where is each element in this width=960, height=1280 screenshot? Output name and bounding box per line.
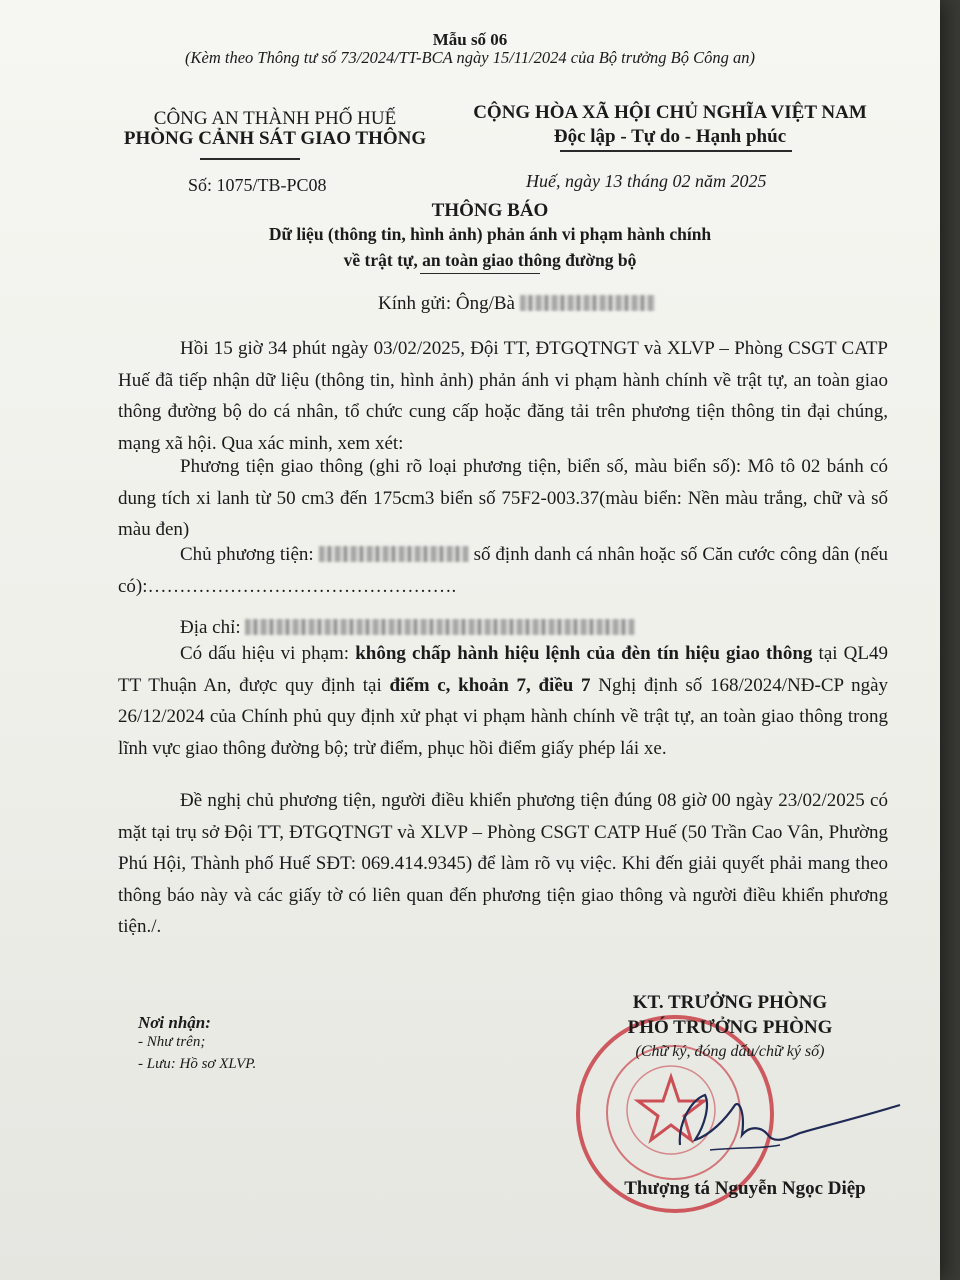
- document-number: Số: 1075/TB-PC08: [188, 175, 327, 195]
- paragraph-owner: [118, 539, 888, 602]
- agency-parent: CÔNG AN THÀNH PHỐ HUẾ: [153, 108, 397, 129]
- agency-underline: [200, 158, 300, 160]
- violation-article: điểm c, khoản 7, điều 7: [389, 674, 591, 696]
- owner-id-text: số định danh cá nhân hoặc số Căn cước công dân (nếu có):………………………………………….: [118, 544, 889, 597]
- greeting-label: Kính gửi: Ông/Bà: [378, 293, 515, 314]
- attached-circular: (Kèm theo Thông tư số 73/2024/TT-BCA ngày 15/11/2024 của Bộ trưởng Bộ Công an): [185, 48, 755, 67]
- recipient-item: - Như trên;: [138, 1034, 206, 1050]
- signature-note: (Chữ ký, đóng dấu/chữ ký số): [635, 1043, 825, 1060]
- recipient-item: - Lưu: Hồ sơ XLVP.: [138, 1056, 257, 1072]
- violation-location: tại QL49 TT Thuận An, được quy định tại: [118, 643, 888, 696]
- paragraph-vehicle: Phương tiện giao thông (ghi rõ loại phương tiện, biển số, màu biển số): Mô tô 02 bánh có dung tích xi lanh từ 50 cm3 đến 175cm3 biển số 75F2-003.37(màu biển: Nền màu trắng, chữ và số màu đen): [118, 456, 888, 540]
- agency-name: PHÒNG CẢNH SÁT GIAO THÔNG: [123, 128, 427, 149]
- handwritten-signature: [650, 1065, 910, 1175]
- nation-name: CỘNG HÒA XÃ HỘI CHỦ NGHĨA VIỆT NAM: [473, 102, 867, 123]
- document-subtitle-2: về trật tự, an toàn giao thông đường bộ: [343, 250, 637, 270]
- national-motto: Độc lập - Tự do - Hạnh phúc: [553, 126, 787, 147]
- redacted-address: [245, 619, 635, 635]
- place-date: Huế, ngày 13 tháng 02 năm 2025: [526, 171, 767, 191]
- owner-label: Chủ phương tiện:: [180, 544, 314, 565]
- signer-name: Thượng tá Nguyễn Ngọc Diệp: [624, 1178, 866, 1199]
- violation-behavior: không chấp hành hiệu lệnh của đèn tín hiệu giao thông: [355, 643, 813, 664]
- document-title: THÔNG BÁO: [431, 200, 549, 221]
- violation-intro: Có dấu hiệu vi phạm:: [180, 643, 356, 664]
- form-number: Mẫu số 06: [432, 30, 508, 49]
- redacted-name: [520, 295, 655, 311]
- recipients-title: Nơi nhận:: [138, 1013, 211, 1032]
- violation-decree: Nghị định số 168/2024/NĐ-CP ngày 26/12/2024 của Chính phủ quy định xử phạt vi phạm hành chính về trật tự, an toàn giao thông trong lĩnh vực giao thông đường bộ; trừ điểm, phục hồi điểm giấy phép lái xe.: [118, 674, 888, 759]
- document-subtitle-1: Dữ liệu (thông tin, hình ảnh) phản ánh vi phạm hành chính: [268, 224, 712, 244]
- signature-subtitle: PHÓ TRƯỞNG PHÒNG: [627, 1017, 833, 1038]
- title-underline: [420, 273, 540, 274]
- redacted-owner: [319, 546, 469, 562]
- motto-underline: [560, 150, 792, 152]
- paragraph-violation: [118, 638, 888, 764]
- address-label: Địa chỉ:: [180, 617, 241, 638]
- greeting: [378, 293, 655, 315]
- paragraph-request: Đề nghị chủ phương tiện, người điều khiển phương tiện đúng 08 giờ 00 ngày 23/02/2025 có mặt tại trụ sở Đội TT, ĐTGQTNGT và XLVP – Phòng CSGT CATP Huế (50 Trần Cao Vân, Phường Phú Hội, Thành phố Huế SĐT: 069.414.9345) để làm rõ vụ việc. Khi đến giải quyết phải mang theo thông báo này và các giấy tờ có liên quan đến phương tiện giao thông và người điều khiển phương tiện./.: [118, 790, 888, 937]
- paragraph-receipt: Hồi 15 giờ 34 phút ngày 03/02/2025, Đội TT, ĐTGQTNGT và XLVP – Phòng CSGT CATP Huế đã tiếp nhận dữ liệu (thông tin, hình ảnh) phản ánh vi phạm hành chính về trật tự, an toàn giao thông đường bộ do cá nhân, tổ chức cung cấp hoặc đăng tải trên phương tiện thông tin đại chúng, mạng xã hội. Qua xác minh, xem xét:: [118, 338, 888, 454]
- signature-title: KT. TRƯỞNG PHÒNG: [632, 992, 828, 1013]
